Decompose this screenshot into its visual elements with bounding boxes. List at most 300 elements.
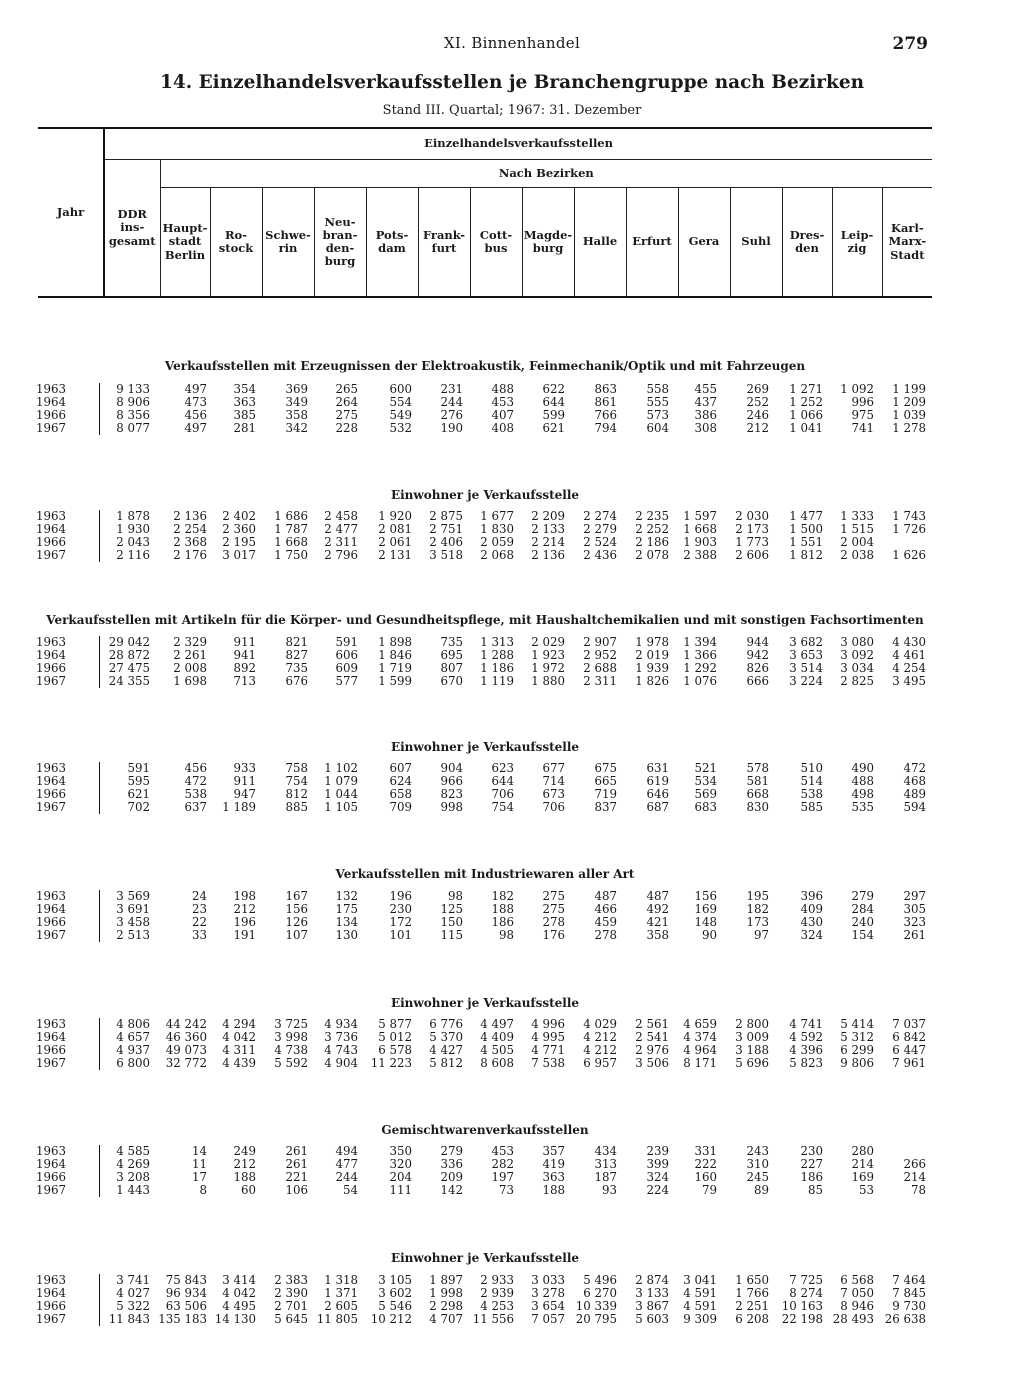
district-value-cell: 190 — [440, 421, 463, 435]
district-value-cell: 498 — [851, 787, 874, 801]
district-value-cell: 106 — [285, 1183, 308, 1197]
table-row — [0, 929, 1024, 942]
district-value-cell: 2 976 — [635, 1043, 669, 1057]
section-title: Gemischtwarenverkaufsstellen — [381, 1123, 589, 1137]
district-value-cell: 2 209 — [531, 509, 565, 523]
district-value-cell: 577 — [335, 674, 358, 688]
year-cell: 1966 — [35, 787, 66, 801]
district-value-cell: 996 — [851, 395, 874, 409]
table-row — [0, 1184, 1024, 1197]
year-cell: 1964 — [35, 522, 66, 536]
column-header-district — [314, 188, 366, 298]
district-value-cell: 494 — [335, 1144, 358, 1158]
district-value-cell: 837 — [594, 800, 617, 814]
district-value-cell: 706 — [542, 800, 565, 814]
district-value-cell: 1 371 — [324, 1286, 358, 1300]
district-value-cell: 591 — [335, 635, 358, 649]
district-value-cell: 2 688 — [583, 661, 617, 675]
district-value-cell: 2 235 — [635, 509, 669, 523]
district-value-cell: 3 518 — [429, 548, 463, 562]
year-cell: 1967 — [35, 674, 66, 688]
district-value-cell: 1 209 — [892, 395, 926, 409]
district-value-cell: 637 — [184, 800, 207, 814]
district-value-cell: 1 189 — [222, 800, 256, 814]
section-rows — [0, 636, 1024, 688]
district-value-cell: 75 843 — [165, 1273, 207, 1287]
district-value-cell: 60 — [240, 1183, 256, 1197]
district-value-cell: 230 — [389, 902, 412, 916]
district-value-cell: 2 251 — [735, 1299, 769, 1313]
district-value-cell: 10 339 — [575, 1299, 617, 1313]
year-cell: 1966 — [35, 915, 66, 929]
district-value-cell: 1 551 — [789, 535, 823, 549]
district-value-cell: 456 — [184, 761, 207, 775]
district-value-cell: 2 368 — [173, 535, 207, 549]
year-cell: 1963 — [35, 509, 66, 523]
district-value-cell: 719 — [594, 787, 617, 801]
district-value-cell: 624 — [389, 774, 412, 788]
district-value-cell: 2 907 — [583, 635, 617, 649]
ddr-total-cell: 24 355 — [108, 674, 150, 688]
district-value-cell: 933 — [233, 761, 256, 775]
district-value-cell: 2 195 — [222, 535, 256, 549]
ddr-total-cell: 3 208 — [116, 1170, 150, 1184]
district-value-cell: 2 131 — [378, 548, 412, 562]
district-value-cell: 1 515 — [840, 522, 874, 536]
district-value-cell: 578 — [746, 761, 769, 775]
ddr-total-cell: 3 691 — [116, 902, 150, 916]
column-header-district — [210, 188, 262, 298]
table-row — [0, 549, 1024, 562]
district-value-cell: 646 — [646, 787, 669, 801]
district-value-cell: 2 477 — [324, 522, 358, 536]
year-cell: 1963 — [35, 382, 66, 396]
district-value-cell: 3 495 — [892, 674, 926, 688]
district-value-cell: 336 — [440, 1157, 463, 1171]
district-value-cell: 261 — [285, 1144, 308, 1158]
district-label-line: Leip- — [840, 227, 874, 242]
district-value-cell: 766 — [594, 408, 617, 422]
district-value-cell: 2 136 — [531, 548, 565, 562]
district-value-cell: 154 — [851, 928, 874, 942]
section-rows — [0, 1018, 1024, 1070]
district-value-cell: 11 — [191, 1157, 207, 1171]
district-value-cell: 1 044 — [324, 787, 358, 801]
district-value-cell: 823 — [440, 787, 463, 801]
district-value-cell: 2 176 — [173, 548, 207, 562]
district-value-cell: 320 — [389, 1157, 412, 1171]
district-value-cell: 758 — [285, 761, 308, 775]
district-value-cell: 195 — [746, 889, 769, 903]
ddr-total-cell: 5 322 — [116, 1299, 150, 1313]
district-label-line: bus — [484, 241, 508, 255]
district-value-cell: 3 092 — [840, 648, 874, 662]
district-value-cell: 214 — [903, 1170, 926, 1184]
district-value-cell: 497 — [184, 421, 207, 435]
district-label-line: Neu- — [324, 214, 356, 229]
district-value-cell: 4 495 — [222, 1299, 256, 1313]
district-value-cell: 63 506 — [165, 1299, 207, 1313]
district-value-cell: 126 — [285, 915, 308, 929]
district-value-cell: 477 — [335, 1157, 358, 1171]
ddr-total-cell: 6 800 — [116, 1056, 150, 1070]
district-value-cell: 9 309 — [683, 1312, 717, 1326]
district-label-line: Stadt — [890, 247, 925, 262]
district-value-cell: 182 — [746, 902, 769, 916]
district-value-cell: 673 — [542, 787, 565, 801]
district-value-cell: 453 — [491, 395, 514, 409]
district-value-cell: 4 374 — [683, 1030, 717, 1044]
column-header-district — [160, 188, 210, 298]
ddr-total-cell: 4 269 — [116, 1157, 150, 1171]
table-header — [38, 127, 932, 298]
district-value-cell: 573 — [646, 408, 669, 422]
district-value-cell: 7 845 — [892, 1286, 926, 1300]
district-value-cell: 2 311 — [324, 535, 358, 549]
district-value-cell: 4 771 — [531, 1043, 565, 1057]
district-label-line: Erfurt — [632, 234, 672, 249]
district-value-cell: 2 078 — [635, 548, 669, 562]
district-value-cell: 354 — [233, 382, 256, 396]
district-value-cell: 2 406 — [429, 535, 463, 549]
district-value-cell: 10 212 — [370, 1312, 412, 1326]
district-label-line: den — [795, 241, 819, 255]
section-rows — [0, 1145, 1024, 1197]
district-value-cell: 3 041 — [683, 1273, 717, 1287]
section-title: Verkaufsstellen mit Industriewaren aller Art — [335, 867, 635, 881]
district-value-cell: 276 — [440, 408, 463, 422]
district-value-cell: 3 514 — [789, 661, 823, 675]
district-value-cell: 2 008 — [173, 661, 207, 675]
district-value-cell: 2 561 — [635, 1017, 669, 1031]
district-value-cell: 156 — [285, 902, 308, 916]
district-value-cell: 599 — [542, 408, 565, 422]
year-cell: 1967 — [35, 1183, 66, 1197]
district-value-cell: 5 603 — [635, 1312, 669, 1326]
district-value-cell: 407 — [491, 408, 514, 422]
year-cell: 1967 — [35, 421, 66, 435]
district-value-cell: 196 — [233, 915, 256, 929]
district-value-cell: 198 — [233, 889, 256, 903]
district-value-cell: 4 904 — [324, 1056, 358, 1070]
ddr-line-1: DDR — [117, 207, 147, 222]
column-header-district — [418, 188, 470, 298]
ddr-total-cell: 1 930 — [116, 522, 150, 536]
district-value-cell: 212 — [233, 1157, 256, 1171]
district-value-cell: 11 556 — [472, 1312, 514, 1326]
ddr-total-cell: 11 843 — [108, 1312, 150, 1326]
district-value-cell: 1 773 — [735, 535, 769, 549]
district-value-cell: 2 388 — [683, 548, 717, 562]
year-cell: 1967 — [35, 928, 66, 942]
district-value-cell: 2 059 — [480, 535, 514, 549]
district-value-cell: 2 136 — [173, 509, 207, 523]
ddr-total-cell: 4 806 — [116, 1017, 150, 1031]
district-value-cell: 487 — [646, 889, 669, 903]
district-value-cell: 98 — [498, 928, 514, 942]
district-value-cell: 4 934 — [324, 1017, 358, 1031]
district-value-cell: 944 — [746, 635, 769, 649]
district-value-cell: 2 254 — [173, 522, 207, 536]
district-value-cell: 1 066 — [789, 408, 823, 422]
district-value-cell: 2 274 — [583, 509, 617, 523]
district-value-cell: 1 394 — [683, 635, 717, 649]
district-value-cell: 3 188 — [735, 1043, 769, 1057]
district-value-cell: 421 — [646, 915, 669, 929]
running-head: XI. Binnenhandel — [443, 34, 581, 52]
district-value-cell: 532 — [389, 421, 412, 435]
district-value-cell: 5 812 — [429, 1056, 463, 1070]
district-value-cell: 282 — [491, 1157, 514, 1171]
district-value-cell: 2 173 — [735, 522, 769, 536]
district-value-cell: 6 578 — [378, 1043, 412, 1057]
district-value-cell: 10 163 — [781, 1299, 823, 1313]
column-group-einzelhandelsverkaufsstellen: Einzelhandelsverkaufsstellen — [104, 128, 932, 160]
district-value-cell: 5 546 — [378, 1299, 412, 1313]
ddr-total-cell: 9 133 — [116, 382, 150, 396]
year-cell: 1966 — [35, 1299, 66, 1313]
district-value-cell: 324 — [646, 1170, 669, 1184]
district-value-cell: 279 — [851, 889, 874, 903]
district-value-cell: 244 — [440, 395, 463, 409]
district-value-cell: 305 — [903, 902, 926, 916]
district-value-cell: 456 — [184, 408, 207, 422]
district-value-cell: 261 — [285, 1157, 308, 1171]
district-value-cell: 98 — [447, 889, 463, 903]
district-value-cell: 385 — [233, 408, 256, 422]
district-value-cell: 466 — [594, 902, 617, 916]
district-label-line: Ro- — [224, 227, 247, 242]
district-value-cell: 5 370 — [429, 1030, 463, 1044]
district-value-cell: 5 823 — [789, 1056, 823, 1070]
district-value-cell: 1 199 — [892, 382, 926, 396]
district-value-cell: 2 081 — [378, 522, 412, 536]
column-header-district — [782, 188, 832, 298]
district-value-cell: 1 119 — [480, 674, 514, 688]
district-value-cell: 1 092 — [840, 382, 874, 396]
ddr-total-cell: 8 356 — [116, 408, 150, 422]
district-value-cell: 8 171 — [683, 1056, 717, 1070]
district-value-cell: 3 867 — [635, 1299, 669, 1313]
district-value-cell: 534 — [694, 774, 717, 788]
district-value-cell: 1 939 — [635, 661, 669, 675]
district-value-cell: 1 477 — [789, 509, 823, 523]
district-value-cell: 1 500 — [789, 522, 823, 536]
section-title: Verkaufsstellen mit Erzeugnissen der Elektroakustik, Feinmechanik/Optik und mit Fahrzeugen — [164, 359, 806, 373]
district-value-cell: 2 329 — [173, 635, 207, 649]
section-title: Einwohner je Verkaufsstelle — [390, 1251, 580, 1265]
district-value-cell: 904 — [440, 761, 463, 775]
district-value-cell: 2 383 — [274, 1273, 308, 1287]
district-value-cell: 150 — [440, 915, 463, 929]
district-value-cell: 14 — [191, 1144, 207, 1158]
district-value-cell: 6 568 — [840, 1273, 874, 1287]
district-value-cell: 695 — [440, 648, 463, 662]
district-label-line: Gera — [688, 234, 720, 249]
district-value-cell: 3 080 — [840, 635, 874, 649]
year-cell: 1963 — [35, 1273, 66, 1287]
year-cell: 1964 — [35, 648, 66, 662]
district-value-cell: 4 029 — [583, 1017, 617, 1031]
district-value-cell: 246 — [746, 408, 769, 422]
district-value-cell: 1 812 — [789, 548, 823, 562]
district-value-cell: 11 223 — [370, 1056, 412, 1070]
district-value-cell: 554 — [389, 395, 412, 409]
district-value-cell: 188 — [491, 902, 514, 916]
district-value-cell: 2 605 — [324, 1299, 358, 1313]
district-value-cell: 4 409 — [480, 1030, 514, 1044]
district-value-cell: 4 995 — [531, 1030, 565, 1044]
district-value-cell: 609 — [335, 661, 358, 675]
district-value-cell: 419 — [542, 1157, 565, 1171]
ddr-total-cell: 1 878 — [116, 509, 150, 523]
district-value-cell: 107 — [285, 928, 308, 942]
district-value-cell: 46 360 — [165, 1030, 207, 1044]
district-value-cell: 1 826 — [635, 674, 669, 688]
district-label-line: zig — [847, 241, 867, 255]
district-value-cell: 96 934 — [165, 1286, 207, 1300]
district-value-cell: 11 805 — [316, 1312, 358, 1326]
district-label-line: stadt — [168, 234, 202, 249]
column-header-jahr: Jahr — [38, 128, 104, 297]
district-value-cell: 173 — [746, 915, 769, 929]
table-subtitle: Stand III. Quartal; 1967: 31. Dezember — [382, 103, 642, 118]
district-value-cell: 966 — [440, 774, 463, 788]
district-value-cell: 2 030 — [735, 509, 769, 523]
district-value-cell: 24 — [191, 889, 207, 903]
district-value-cell: 1 743 — [892, 509, 926, 523]
district-value-cell: 396 — [800, 889, 823, 903]
district-value-cell: 4 461 — [892, 648, 926, 662]
district-label-line: stock — [218, 241, 254, 255]
district-value-cell: 2 751 — [429, 522, 463, 536]
district-value-cell: 1 288 — [480, 648, 514, 662]
district-value-cell: 49 073 — [165, 1043, 207, 1057]
district-value-cell: 85 — [807, 1183, 823, 1197]
district-value-cell: 280 — [851, 1144, 874, 1158]
district-value-cell: 169 — [851, 1170, 874, 1184]
district-value-cell: 349 — [285, 395, 308, 409]
column-header-district — [574, 188, 626, 298]
district-value-cell: 197 — [491, 1170, 514, 1184]
district-value-cell: 1 972 — [531, 661, 565, 675]
district-value-cell: 89 — [753, 1183, 769, 1197]
district-value-cell: 569 — [694, 787, 717, 801]
district-value-cell: 754 — [285, 774, 308, 788]
district-value-cell: 7 725 — [789, 1273, 823, 1287]
district-value-cell: 1 923 — [531, 648, 565, 662]
district-value-cell: 1 846 — [378, 648, 412, 662]
district-value-cell: 224 — [646, 1183, 669, 1197]
district-value-cell: 885 — [285, 800, 308, 814]
district-value-cell: 459 — [594, 915, 617, 929]
district-value-cell: 709 — [389, 800, 412, 814]
ddr-total-cell: 2 116 — [116, 548, 150, 562]
district-value-cell: 4 505 — [480, 1043, 514, 1057]
district-value-cell: 863 — [594, 382, 617, 396]
district-value-cell: 279 — [440, 1144, 463, 1158]
district-value-cell: 3 414 — [222, 1273, 256, 1287]
district-value-cell: 214 — [851, 1157, 874, 1171]
district-value-cell: 186 — [491, 915, 514, 929]
district-value-cell: 2 360 — [222, 522, 256, 536]
district-value-cell: 5 312 — [840, 1030, 874, 1044]
ddr-total-cell: 1 443 — [116, 1183, 150, 1197]
column-header-district — [522, 188, 574, 298]
section-rows — [0, 383, 1024, 435]
district-value-cell: 3 998 — [274, 1030, 308, 1044]
district-value-cell: 514 — [800, 774, 823, 788]
ddr-total-cell: 2 043 — [116, 535, 150, 549]
district-value-cell: 79 — [701, 1183, 717, 1197]
district-value-cell: 911 — [233, 774, 256, 788]
district-value-cell: 4 042 — [222, 1030, 256, 1044]
section-title: Einwohner je Verkaufsstelle — [390, 488, 580, 502]
district-value-cell: 670 — [440, 674, 463, 688]
district-value-cell: 4 591 — [683, 1299, 717, 1313]
district-value-cell: 1 698 — [173, 674, 207, 688]
district-value-cell: 2 825 — [840, 674, 874, 688]
district-value-cell: 4 741 — [789, 1017, 823, 1031]
district-value-cell: 1 978 — [635, 635, 669, 649]
district-label-line: Suhl — [741, 234, 771, 249]
district-value-cell: 4 396 — [789, 1043, 823, 1057]
year-cell: 1964 — [35, 1030, 66, 1044]
district-value-cell: 5 645 — [274, 1312, 308, 1326]
district-value-cell: 3 653 — [789, 648, 823, 662]
district-value-cell: 1 186 — [480, 661, 514, 675]
ddr-total-cell: 621 — [127, 787, 150, 801]
district-value-cell: 497 — [184, 382, 207, 396]
district-value-cell: 3 725 — [274, 1017, 308, 1031]
district-value-cell: 1 102 — [324, 761, 358, 775]
district-value-cell: 621 — [542, 421, 565, 435]
district-value-cell: 115 — [440, 928, 463, 942]
district-value-cell: 172 — [389, 915, 412, 929]
district-value-cell: 4 212 — [583, 1043, 617, 1057]
column-header-district — [730, 188, 782, 298]
district-value-cell: 492 — [646, 902, 669, 916]
district-value-cell: 33 — [191, 928, 207, 942]
year-cell: 1966 — [35, 1170, 66, 1184]
district-value-cell: 2 068 — [480, 548, 514, 562]
year-cell: 1964 — [35, 902, 66, 916]
district-value-cell: 619 — [646, 774, 669, 788]
district-value-cell: 2 796 — [324, 548, 358, 562]
district-value-cell: 14 130 — [214, 1312, 256, 1326]
district-value-cell: 17 — [191, 1170, 207, 1184]
district-value-cell: 97 — [753, 928, 769, 942]
district-value-cell: 2 004 — [840, 535, 874, 549]
district-value-cell: 998 — [440, 800, 463, 814]
district-value-cell: 488 — [851, 774, 874, 788]
year-cell: 1966 — [35, 661, 66, 675]
district-value-cell: 455 — [694, 382, 717, 396]
year-cell: 1967 — [35, 800, 66, 814]
year-cell: 1963 — [35, 761, 66, 775]
district-value-cell: 284 — [851, 902, 874, 916]
district-value-cell: 1 039 — [892, 408, 926, 422]
district-value-cell: 1 726 — [892, 522, 926, 536]
district-value-cell: 275 — [542, 902, 565, 916]
district-value-cell: 4 430 — [892, 635, 926, 649]
ddr-total-cell: 3 569 — [116, 889, 150, 903]
district-value-cell: 4 592 — [789, 1030, 823, 1044]
district-value-cell: 2 800 — [735, 1017, 769, 1031]
ddr-total-cell: 8 077 — [116, 421, 150, 435]
district-value-cell: 1 366 — [683, 648, 717, 662]
district-value-cell: 827 — [285, 648, 308, 662]
